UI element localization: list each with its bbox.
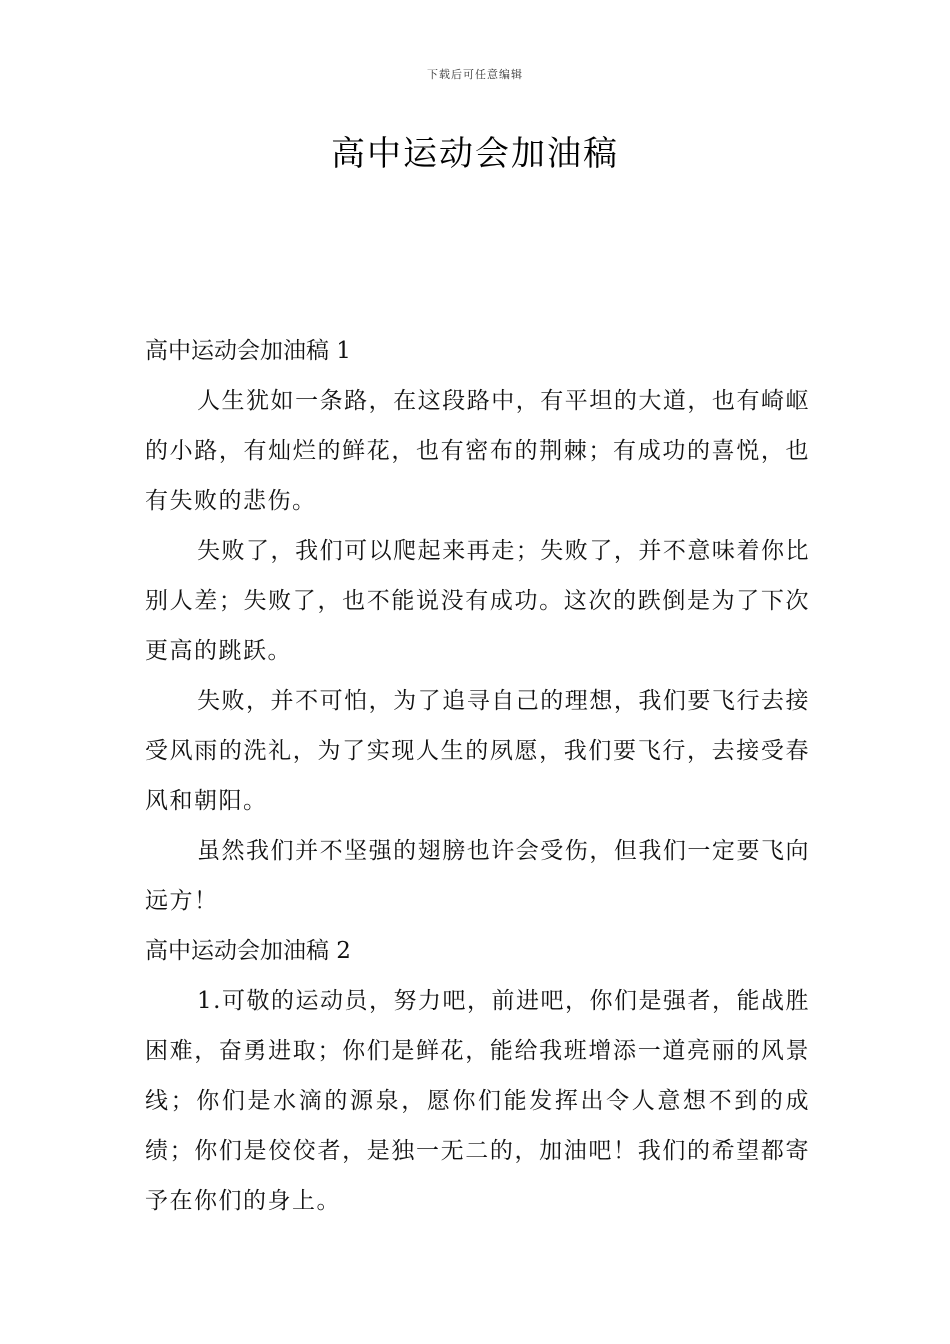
document-body bbox=[145, 326, 810, 1226]
document-title: 高中运动会加油稿 bbox=[331, 134, 619, 174]
paragraph: 1.可敬的运动员，努力吧，前进吧，你们是强者，能战胜困难，奋勇进取；你们是鲜花，能给我班增添一道亮丽的风景线；你们是水滴的源泉，愿你们能发挥出令人意想不到的成绩；你们是佼佼者，是独一无二的，加油吧！我们的希望都寄予在你们的身上。 bbox=[145, 988, 810, 1214]
paragraph: 人生犹如一条路，在这段路中，有平坦的大道，也有崎岖的小路，有灿烂的鲜花，也有密布的荆棘；有成功的喜悦，也有失败的悲伤。 bbox=[145, 388, 810, 514]
section-heading: 高中运动会加油稿 1 bbox=[145, 338, 351, 364]
paragraph: 失败了，我们可以爬起来再走；失败了，并不意味着你比别人差；失败了，也不能说没有成功。这次的跌倒是为了下次更高的跳跃。 bbox=[145, 538, 810, 664]
paragraph: 虽然我们并不坚强的翅膀也许会受伤，但我们一定要飞向远方！ bbox=[145, 838, 810, 914]
section-heading: 高中运动会加油稿 2 bbox=[145, 938, 351, 964]
paragraph: 失败，并不可怕，为了追寻自己的理想，我们要飞行去接受风雨的洗礼，为了实现人生的夙愿，我们要飞行，去接受春风和朝阳。 bbox=[145, 688, 810, 814]
header-note: 下载后可任意编辑 bbox=[427, 68, 523, 81]
